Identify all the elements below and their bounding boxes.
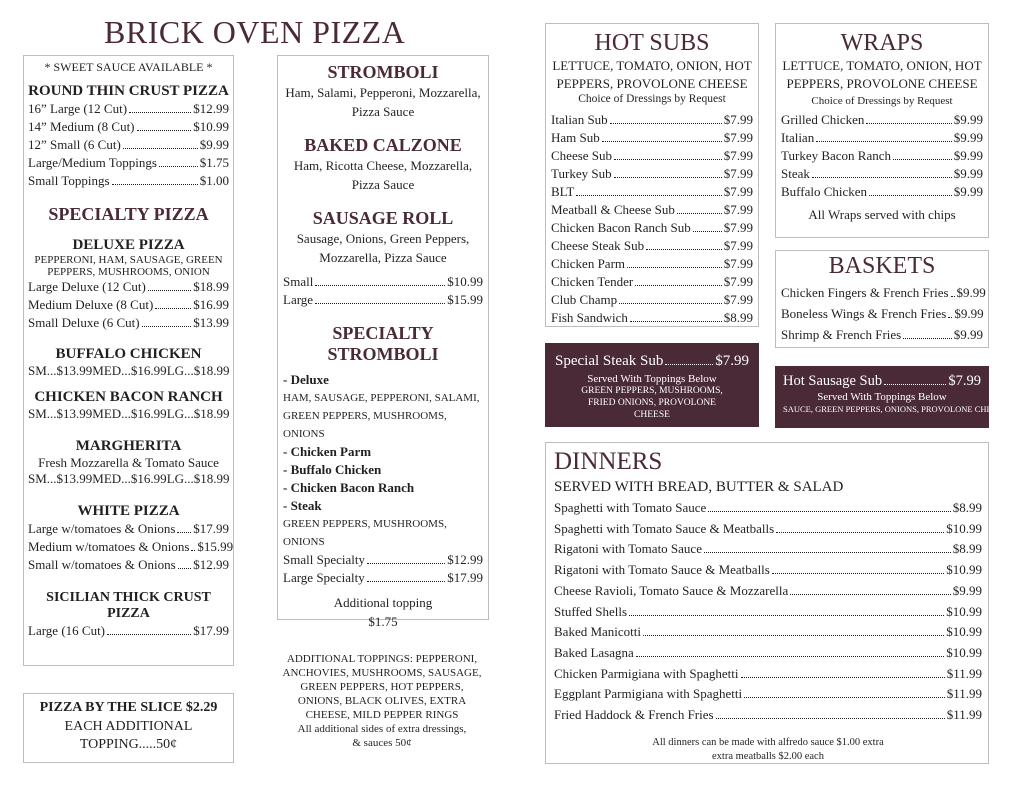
hot-subs-panel: [545, 23, 759, 327]
menu-item-name: Large Specialty: [283, 570, 365, 585]
menu-item-price: $9.99: [199, 137, 229, 152]
leader-dots: [614, 177, 722, 178]
menu-item-price: $11.99: [946, 707, 982, 723]
menu-item-name: 16” Large (12 Cut): [28, 101, 128, 116]
menu-item-name: Italian Sub: [551, 112, 608, 127]
size-price: LG...$18.99: [166, 363, 230, 378]
leader-dots: [903, 338, 952, 339]
menu-item-name: Turkey Bacon Ranch: [781, 148, 892, 163]
menu-item-name: Small Toppings: [28, 173, 110, 188]
buffalo-chicken-sizes: [28, 363, 229, 379]
leader-dots: [137, 130, 192, 131]
menu-item-row: [28, 622, 229, 640]
size-price: SM...$13.99: [28, 406, 93, 421]
menu-item-row: [551, 165, 753, 183]
menu-item-name: Baked Lasagna: [554, 644, 634, 660]
leader-dots: [610, 123, 722, 124]
menu-item-name: Chicken Tender: [551, 274, 634, 289]
leader-dots: [630, 321, 722, 322]
margherita-title: MARGHERITA: [75, 438, 182, 454]
leader-dots: [869, 195, 952, 196]
size-price: LG...$18.99: [166, 471, 230, 486]
leader-dots: [619, 303, 722, 304]
special-steak-toppings: GREEN PEPPERS, MUSHROOMS, FRIED ONIONS, PROVOLONE CHEESE: [581, 386, 723, 420]
leader-dots: [646, 249, 722, 250]
leader-dots: [812, 177, 952, 178]
menu-item-name: Meatball & Cheese Sub: [551, 202, 675, 217]
menu-item-name: Cheese Sub: [551, 148, 613, 163]
menu-item-row: [283, 551, 483, 569]
menu-item-name: Small: [283, 274, 314, 289]
menu-item-name: Small w/tomatoes & Onions: [28, 557, 176, 572]
menu-item-name: 12” Small (6 Cut): [28, 137, 121, 152]
menu-item-row: [781, 282, 986, 303]
menu-item-row: [28, 118, 229, 136]
menu-item-price: $7.99: [723, 148, 753, 163]
menu-item-row: [551, 201, 753, 219]
menu-item-row: [551, 291, 753, 309]
specialty-stromboli-items: [283, 551, 483, 587]
leader-dots: [576, 195, 721, 196]
menu-item-row: [28, 278, 229, 296]
leader-dots: [627, 267, 722, 268]
leader-dots: [893, 159, 952, 160]
round-items: [28, 100, 229, 190]
menu-item-name: Large Deluxe (12 Cut): [28, 279, 146, 294]
steak-desc: GREEN PEPPERS, MUSHROOMS, ONIONS: [283, 518, 447, 548]
leader-dots: [866, 123, 951, 124]
menu-item-name: 14” Medium (8 Cut): [28, 119, 135, 134]
hot-sausage-line: [783, 371, 981, 391]
leader-dots: [315, 285, 445, 286]
menu-item-name: Large: [283, 292, 314, 307]
menu-item-price: $10.99: [946, 644, 982, 660]
menu-item-row: [781, 303, 983, 324]
leader-dots: [112, 184, 198, 185]
menu-item-price: $9.99: [956, 285, 986, 300]
menu-item-row: [554, 622, 982, 643]
menu-item-row: [28, 520, 229, 538]
leader-dots: [744, 697, 945, 698]
wraps-note: All Wraps served with chips: [808, 207, 956, 222]
menu-item-name: Ham Sub: [551, 130, 600, 145]
menu-item-row: [781, 165, 983, 183]
menu-item-price: $1.75: [199, 155, 229, 170]
leader-dots: [123, 148, 198, 149]
dinners-subtitle: SERVED WITH BREAD, BUTTER & SALAD: [554, 479, 844, 495]
menu-item-name: Large w/tomatoes & Onions: [28, 521, 176, 536]
menu-item-price: $7.99: [723, 130, 753, 145]
additional-topping: Additional topping: [333, 595, 433, 610]
leader-dots: [107, 634, 191, 635]
hot-sausage-name: Hot Sausage Sub: [783, 373, 883, 389]
leader-dots: [677, 213, 722, 214]
leader-dots: [716, 718, 945, 719]
menu-item-price: $15.99: [197, 539, 234, 554]
menu-item-price: $17.99: [447, 570, 483, 585]
leader-dots: [708, 511, 950, 512]
menu-item-name: Boneless Wings & French Fries: [781, 306, 947, 321]
menu-item-row: [554, 664, 982, 685]
menu-item-name: Italian: [781, 130, 815, 145]
leader-dots: [129, 112, 191, 113]
hot-subs-desc: LETTUCE, TOMATO, ONION, HOT PEPPERS, PROVOLONE CHEESE: [552, 58, 752, 91]
menu-item-name: Club Champ: [551, 292, 618, 307]
size-price: SM...$13.99: [28, 363, 93, 378]
special-steak-name: Special Steak Sub: [555, 353, 664, 369]
menu-item-price: $10.99: [946, 603, 982, 619]
leader-dots: [636, 656, 944, 657]
menu-item-price: $7.99: [723, 184, 753, 199]
chicken-parm-label: - Chicken Parm: [283, 444, 372, 459]
chicken-bacon-ranch-label: - Chicken Bacon Ranch: [283, 480, 415, 495]
slice-line2: EACH ADDITIONAL: [64, 719, 193, 734]
calzone-title: BAKED CALZONE: [304, 135, 462, 155]
menu-item-name: Fish Sandwich: [551, 310, 628, 325]
menu-item-row: [551, 273, 753, 291]
menu-item-row: [554, 560, 982, 581]
menu-item-name: Buffalo Chicken: [781, 184, 868, 199]
toppings-note: [282, 652, 482, 750]
deluxe-desc-2: GREEN PEPPERS, MUSHROOMS, ONIONS: [283, 410, 447, 440]
size-price: LG...$18.99: [166, 406, 230, 421]
menu-item-row: [554, 684, 982, 705]
menu-item-price: $10.99: [447, 274, 483, 289]
leader-dots: [741, 677, 945, 678]
menu-item-price: $9.99: [953, 148, 983, 163]
menu-item-name: Eggplant Parmigiana with Spaghetti: [554, 686, 743, 702]
menu-item-row: [781, 324, 983, 345]
leader-dots: [614, 159, 722, 160]
menu-item-price: $9.99: [953, 112, 983, 127]
menu-item-price: $7.99: [723, 220, 753, 235]
menu-item-price: $9.99: [953, 327, 983, 342]
specialty-stromboli-title: SPECIALTY STROMBOLI: [327, 323, 439, 364]
menu-item-row: [554, 602, 982, 623]
stromboli-panel: [277, 55, 489, 629]
stromboli-title: STROMBOLI: [327, 62, 439, 82]
menu-item-row: [28, 556, 229, 574]
additional-topping-price: $1.75: [368, 614, 398, 629]
menu-item-name: Small Specialty: [283, 552, 365, 567]
menu-item-price: $17.99: [193, 623, 229, 638]
stromboli-desc: Ham, Salami, Pepperoni, Mozzarella, Pizza Sauce: [285, 85, 481, 119]
leader-dots: [142, 326, 192, 327]
leader-dots: [776, 532, 944, 533]
sweet-sauce-note: * SWEET SAUCE AVAILABLE *: [44, 60, 213, 74]
baskets-panel: [775, 250, 989, 348]
menu-item-row: [28, 538, 234, 556]
menu-item-name: Chicken Parmigiana with Spaghetti: [554, 665, 739, 681]
leader-dots: [148, 290, 191, 291]
menu-item-name: Grilled Chicken: [781, 112, 865, 127]
menu-item-price: $7.99: [723, 202, 753, 217]
menu-item-price: $9.99: [953, 130, 983, 145]
sicilian-items: [28, 622, 229, 640]
menu-item-row: [554, 498, 982, 519]
chicken-bacon-ranch-sizes: [28, 406, 229, 422]
menu-item-name: Turkey Sub: [551, 166, 612, 181]
menu-item-row: [554, 643, 982, 664]
menu-item-name: Rigatoni with Tomato Sauce: [554, 541, 702, 557]
menu-item-row: [554, 539, 982, 560]
special-steak-line: [555, 351, 749, 371]
size-price: MED...$16.99: [92, 406, 167, 421]
sides-note-2: & sauces 50¢: [352, 737, 412, 749]
wraps-title: WRAPS: [840, 30, 924, 56]
menu-item-name: Spaghetti with Tomato Sauce & Meatballs: [554, 520, 775, 536]
menu-item-row: [551, 309, 753, 327]
menu-item-row: [283, 273, 483, 291]
menu-item-row: [781, 147, 983, 165]
leader-dots: [948, 317, 952, 318]
menu-item-row: [551, 255, 753, 273]
menu-item-price: $7.99: [723, 292, 753, 307]
leader-dots: [665, 364, 713, 365]
menu-item-price: $16.99: [193, 297, 229, 312]
menu-item-price: $9.99: [953, 166, 983, 181]
menu-item-price: $10.99: [193, 119, 229, 134]
menu-item-row: [28, 154, 229, 172]
leader-dots: [693, 231, 722, 232]
hot-sausage-price: $7.99: [948, 373, 981, 389]
leader-dots: [629, 615, 944, 616]
menu-item-price: $8.99: [723, 310, 753, 325]
menu-item-name: Stuffed Shells: [554, 603, 628, 619]
menu-item-name: Chicken Fingers & French Fries: [781, 285, 949, 300]
leader-dots: [772, 573, 944, 574]
menu-item-name: Shrimp & French Fries: [781, 327, 902, 342]
wraps-dressing: Choice of Dressings by Request: [811, 95, 953, 107]
menu-item-name: Large (16 Cut): [28, 623, 106, 638]
menu-item-name: BLT: [551, 184, 575, 199]
menu-item-row: [28, 100, 229, 118]
special-steak-served: Served With Toppings Below: [587, 373, 717, 385]
menu-item-row: [781, 129, 983, 147]
menu-item-name: Spaghetti with Tomato Sauce: [554, 500, 707, 515]
menu-item-row: [28, 314, 229, 332]
leader-dots: [816, 141, 952, 142]
toppings-list: ADDITIONAL TOPPINGS: PEPPERONI, ANCHOVIES, MUSHROOMS, SAUSAGE, GREEN PEPPERS, HOT PEPPERS, ONIONS, BLACK OLIVES, EXTRA CHEESE, MILD PEPPER RINGS: [282, 653, 482, 721]
menu-item-name: Baked Manicotti: [554, 624, 642, 640]
round-thin-crust-title: ROUND THIN CRUST PIZZA: [28, 83, 229, 99]
menu-item-row: [551, 219, 753, 237]
size-price: MED...$16.99: [92, 471, 167, 486]
menu-item-row: [28, 172, 229, 190]
menu-item-row: [554, 581, 982, 602]
hot-subs-dressing: Choice of Dressings by Request: [578, 93, 726, 105]
leader-dots: [951, 296, 955, 297]
menu-item-row: [551, 129, 753, 147]
hot-subs-title: HOT SUBS: [594, 30, 710, 56]
menu-item-row: [283, 569, 483, 587]
menu-item-name: Cheese Ravioli, Tomato Sauce & Mozzarella: [554, 582, 789, 598]
hot-sausage-toppings: SAUCE, GREEN PEPPERS, ONIONS, PROVOLONE CHEESE: [783, 404, 1007, 414]
buffalo-chicken-title: BUFFALO CHICKEN: [55, 346, 202, 362]
baskets-title: BASKETS: [828, 253, 936, 279]
dinners-note-2: extra meatballs $2.00 each: [712, 750, 824, 762]
menu-item-name: Chicken Parm: [551, 256, 626, 271]
menu-item-price: $11.99: [946, 686, 982, 702]
dinners-panel: [545, 442, 989, 764]
menu-item-price: $18.99: [193, 279, 229, 294]
dinners-note-1: All dinners can be made with alfredo sauce $1.00 extra: [652, 736, 884, 748]
pizza-panel: [23, 55, 234, 666]
dinners-title: DINNERS: [554, 448, 663, 475]
chicken-bacon-ranch-title: CHICKEN BACON RANCH: [34, 389, 223, 405]
slice-title: PIZZA BY THE SLICE $2.29: [39, 700, 218, 715]
menu-item-row: [28, 136, 229, 154]
menu-item-row: [283, 291, 483, 309]
menu-item-name: Cheese Steak Sub: [551, 238, 645, 253]
menu-item-name: Large/Medium Toppings: [28, 155, 157, 170]
menu-item-price: $7.99: [723, 166, 753, 181]
hot-subs-items: [551, 111, 753, 327]
sausage-roll-desc: Sausage, Onions, Green Peppers, Mozzarella, Pizza Sauce: [296, 231, 470, 265]
leader-dots: [191, 550, 195, 551]
menu-item-name: Fried Haddock & French Fries: [554, 707, 714, 723]
size-price: SM...$13.99: [28, 471, 93, 486]
menu-item-price: $13.99: [193, 315, 229, 330]
buffalo-chicken-label: - Buffalo Chicken: [283, 462, 382, 477]
menu-item-row: [554, 519, 982, 540]
menu-item-name: Rigatoni with Tomato Sauce & Meatballs: [554, 562, 770, 578]
deluxe-pizza-desc: PEPPERONI, HAM, SAUSAGE, GREEN PEPPERS, MUSHROOMS, ONION: [34, 254, 223, 278]
menu-item-price: $12.99: [447, 552, 483, 567]
menu-item-price: $10.99: [946, 624, 982, 640]
deluxe-items: [28, 278, 229, 332]
size-price: MED...$16.99: [92, 363, 167, 378]
white-items: [28, 520, 234, 574]
dinners-items: [554, 498, 982, 726]
hot-sausage-served: Served With Toppings Below: [817, 391, 947, 403]
sausage-roll-title: SAUSAGE ROLL: [312, 208, 454, 228]
menu-item-price: $7.99: [723, 274, 753, 289]
menu-item-name: Small Deluxe (6 Cut): [28, 315, 140, 330]
menu-item-row: [551, 237, 753, 255]
leader-dots: [602, 141, 722, 142]
menu-item-name: Chicken Bacon Ranch Sub: [551, 220, 691, 235]
menu-item-price: $17.99: [193, 521, 229, 536]
sides-note-1: All additional sides of extra dressings,: [297, 723, 467, 735]
white-pizza-title: WHITE PIZZA: [77, 503, 180, 519]
menu-item-row: [781, 111, 983, 129]
menu-item-price: $9.99: [954, 306, 984, 321]
margherita-sizes: [28, 471, 229, 487]
leader-dots: [704, 552, 951, 553]
leader-dots: [367, 563, 445, 564]
wraps-items: [781, 111, 983, 201]
steak-label: - Steak: [283, 498, 322, 513]
menu-item-price: $12.99: [193, 101, 229, 116]
menu-item-price: $7.99: [723, 112, 753, 127]
menu-item-price: $1.00: [199, 173, 229, 188]
sausage-items: [283, 273, 483, 309]
leader-dots: [884, 384, 946, 385]
menu-item-row: [551, 111, 753, 129]
special-steak-price: $7.99: [715, 353, 749, 369]
menu-item-row: [551, 147, 753, 165]
menu-item-price: $10.99: [946, 520, 982, 536]
menu-item-price: $10.99: [946, 562, 982, 578]
menu-item-price: $15.99: [447, 292, 483, 307]
hot-sausage-panel: [775, 366, 1007, 428]
page-title: BRICK OVEN PIZZA: [104, 14, 406, 50]
leader-dots: [178, 568, 192, 569]
deluxe-pizza-title: DELUXE PIZZA: [72, 237, 185, 253]
margherita-desc: Fresh Mozzarella & Tomato Sauce: [38, 455, 219, 470]
menu-item-name: Steak: [781, 166, 810, 181]
leader-dots: [367, 581, 446, 582]
leader-dots: [643, 635, 944, 636]
menu-item-row: [551, 183, 753, 201]
menu-item-price: $11.99: [946, 665, 982, 681]
leader-dots: [790, 594, 951, 595]
menu-item-row: [781, 183, 983, 201]
slice-panel: [23, 693, 234, 763]
deluxe-label: - Deluxe: [283, 372, 329, 387]
leader-dots: [159, 166, 198, 167]
leader-dots: [315, 303, 445, 304]
baskets-items: [781, 282, 986, 345]
specialty-pizza-title: SPECIALTY PIZZA: [48, 204, 209, 224]
slice-line3: TOPPING.....50¢: [79, 737, 178, 752]
menu-item-price: $7.99: [723, 256, 753, 271]
menu-item-name: Medium w/tomatoes & Onions: [28, 539, 190, 554]
wraps-desc: LETTUCE, TOMATO, ONION, HOT PEPPERS, PROVOLONE CHEESE: [782, 58, 982, 91]
menu-item-price: $8.99: [952, 500, 982, 515]
wraps-panel: [775, 23, 989, 238]
leader-dots: [177, 532, 191, 533]
leader-dots: [635, 285, 722, 286]
sicilian-title: SICILIAN THICK CRUST PIZZA: [46, 590, 211, 621]
deluxe-desc-1: HAM, SAUSAGE, PEPPERONI, SALAMI,: [283, 392, 480, 404]
menu-item-row: [554, 705, 982, 726]
menu-item-name: Medium Deluxe (8 Cut): [28, 297, 154, 312]
menu-item-price: $7.99: [723, 238, 753, 253]
calzone-desc: Ham, Ricotta Cheese, Mozzarella, Pizza Sauce: [293, 158, 473, 192]
menu-item-price: $9.99: [952, 582, 982, 598]
special-steak-panel: [545, 343, 759, 427]
menu-item-price: $9.99: [953, 184, 983, 199]
menu-item-price: $8.99: [952, 541, 982, 557]
menu-item-row: [28, 296, 229, 314]
leader-dots: [155, 308, 191, 309]
menu-item-price: $12.99: [193, 557, 229, 572]
